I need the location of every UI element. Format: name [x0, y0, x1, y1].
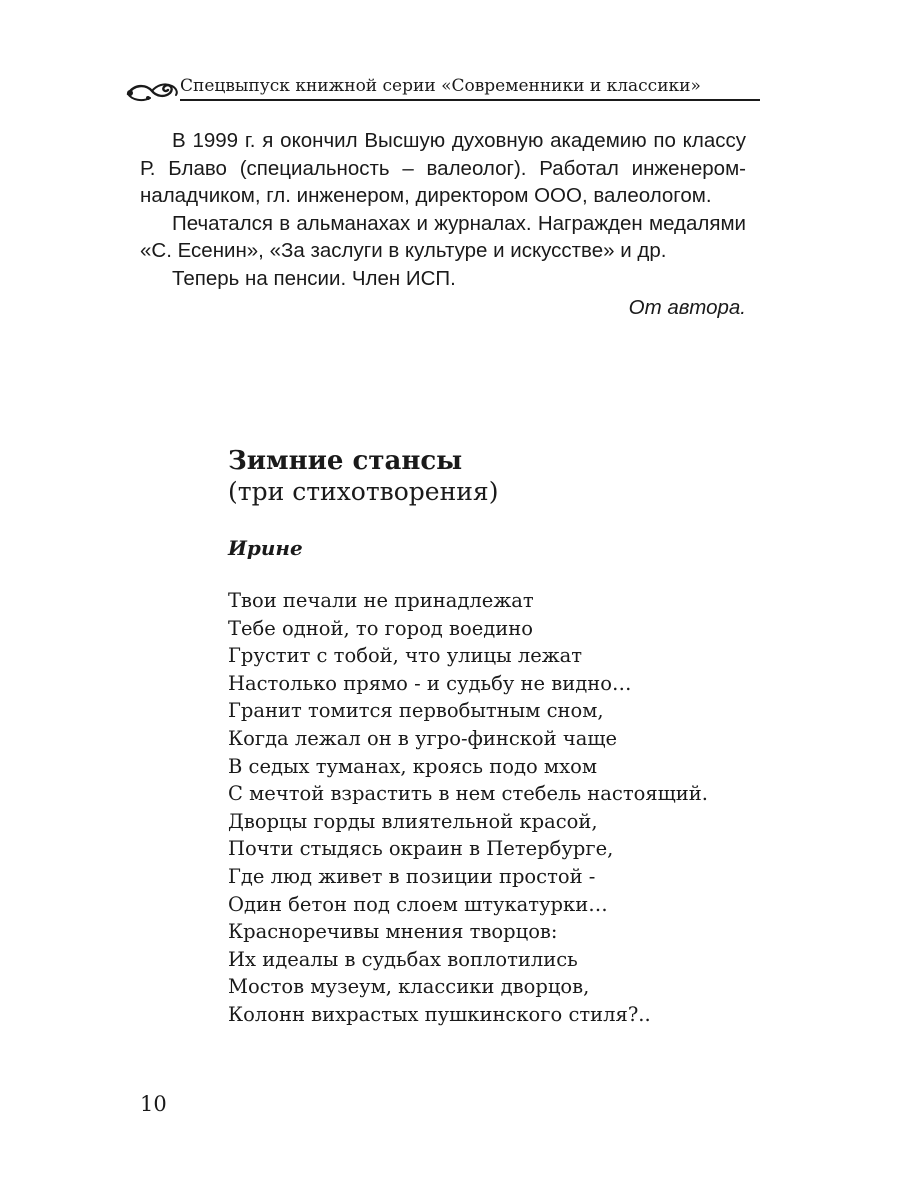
poem-line: В седых туманах, кроясь подо мхом: [228, 754, 597, 778]
poem-line: Где люд живет в позиции простой -: [228, 864, 596, 888]
header-rule: [180, 99, 760, 101]
bio-paragraph: Печатался в альманахах и журналах. Награжден медалями «С. Есенин», «За заслуги в культуре и искусстве» и др.: [140, 211, 746, 262]
poem-line: Гранит томится первобытным сном,: [228, 699, 604, 723]
page-number: 10: [140, 1092, 167, 1116]
poem-line: Один бетон под слоем штукатурки…: [228, 892, 608, 916]
poem-line: С мечтой взрастить в нем стебель настоящий.: [228, 782, 708, 806]
poem-line: Колонн вихрастых пушкинского стиля?..: [228, 1002, 651, 1026]
running-header: [126, 74, 760, 104]
poem-line: Тебе одной, то город воедино: [228, 616, 534, 640]
bio-signature: От автора.: [628, 296, 746, 319]
author-bio: [140, 127, 746, 322]
poem-line: Мостов музеум, классики дворцов,: [228, 975, 590, 999]
scroll-ornament-icon: [126, 78, 180, 104]
series-title: Спецвыпуск книжной серии «Современники и классики»: [180, 76, 701, 96]
poem-line: Когда лежал он в угро-финской чаще: [228, 726, 618, 750]
poem-line: Их идеалы в судьбах воплотились: [228, 947, 578, 971]
poem-body: [228, 587, 708, 1029]
poem-line: Дворцы горды влиятельной красой,: [228, 809, 598, 833]
poem-line: Настолько прямо - и судьбу не видно…: [228, 671, 632, 695]
poem-line: Почти стыдясь окраин в Петербурге,: [228, 837, 614, 861]
bio-paragraph: Теперь на пенсии. Член ИСП.: [172, 266, 456, 290]
poem-line: Красноречивы мнения творцов:: [228, 920, 558, 944]
bio-paragraph: В 1999 г. я окончил Высшую духовную академию по классу Р. Блаво (специальность – валеолог). Работал инженером-наладчиком, гл. инженером, директором ООО, валеологом.: [140, 129, 746, 207]
poem-title: Зимние стансы: [228, 446, 463, 476]
poem-subtitle: (три стихотворения): [228, 477, 499, 506]
poem-line: Грустит с тобой, что улицы лежат: [228, 644, 583, 668]
poem-dedication: Ирине: [228, 536, 303, 560]
poem-line: Твои печали не принадлежат: [228, 589, 534, 612]
